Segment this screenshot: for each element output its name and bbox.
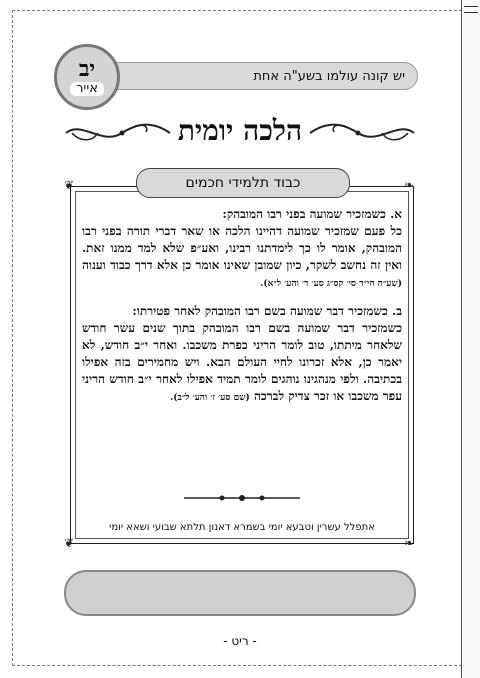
paragraph-source: (שע״ה חי״ד סי׳ קס״ג סע׳ ד׳ והע׳ ל״א). bbox=[260, 279, 402, 289]
paragraph-heading: ב. כשמזכיר דבר שמועה בשם רבו המובהק לאחר פטירתו: bbox=[132, 304, 402, 318]
paragraph-body: כל פעם שמזכיר שמועה דהיינו הלכה או שאר דברי תורה בפני רבו המובהק, אומר לו כך לימדתנו רבינו, ואע״פ שלא למד ממנו זאת. ואין זה נחשב לשקר, כיון שמובן שאינו אומר כן אלא דרך כבוד וענוה bbox=[82, 224, 402, 272]
ornamental-divider-icon bbox=[182, 493, 302, 503]
corner-ornament-icon: ❧ bbox=[404, 536, 415, 550]
date-badge bbox=[54, 44, 120, 110]
paragraph bbox=[82, 206, 402, 293]
footer-text: אתפלל עשרין וטבעא יומי בשמרא דאנון תלתא שבועי ושאא יומי bbox=[109, 522, 375, 533]
date-day: יב bbox=[78, 56, 96, 82]
halacha-content bbox=[82, 206, 402, 417]
page-title: הלכה יומית bbox=[177, 114, 303, 147]
corner-ornament-icon: ❦ bbox=[64, 536, 75, 550]
corner-ornament-icon: ❦ bbox=[64, 178, 75, 192]
title-row bbox=[62, 110, 418, 156]
paragraph-heading: א. כשמזכיר שמועה בפני רבו המובהק: bbox=[222, 207, 402, 221]
header-banner-text: יש קונה עולמו בשע"ה אחת bbox=[253, 68, 405, 84]
flourish-right-icon bbox=[308, 120, 418, 146]
paragraph bbox=[82, 303, 402, 407]
bottom-banner bbox=[64, 570, 416, 616]
corner-ornament-icon: ❧ bbox=[404, 178, 415, 192]
page-edge-strip bbox=[461, 0, 480, 678]
section-title: כבוד תלמידי חכמים bbox=[185, 175, 301, 191]
date-month: אייר bbox=[70, 82, 104, 96]
paragraph-source: (שם סע׳ ז׳ והע׳ ל״ב). bbox=[170, 393, 250, 403]
page-number: - ריט - bbox=[223, 634, 257, 648]
paragraph-body: כשמזכיר דבר שמועה בשם רבו המובהק בתוך שנים עשר חודש שלאחר מיתתו, טוב לומר הריני כפרת משכבו. ואחר י״ב חודש, לא יאמר כן, אלא זכרונו לחיי העולם הבא. ויש מחמירים בזה אפילו בכתיבה. ולפי מנהגינו נוהגים לומר תמיד אפילו לאחר י״ב חודש הריני עפר משכבו או זכר צדיק לברכה bbox=[82, 321, 402, 403]
header-banner bbox=[68, 62, 418, 90]
section-title-tab bbox=[136, 168, 350, 198]
